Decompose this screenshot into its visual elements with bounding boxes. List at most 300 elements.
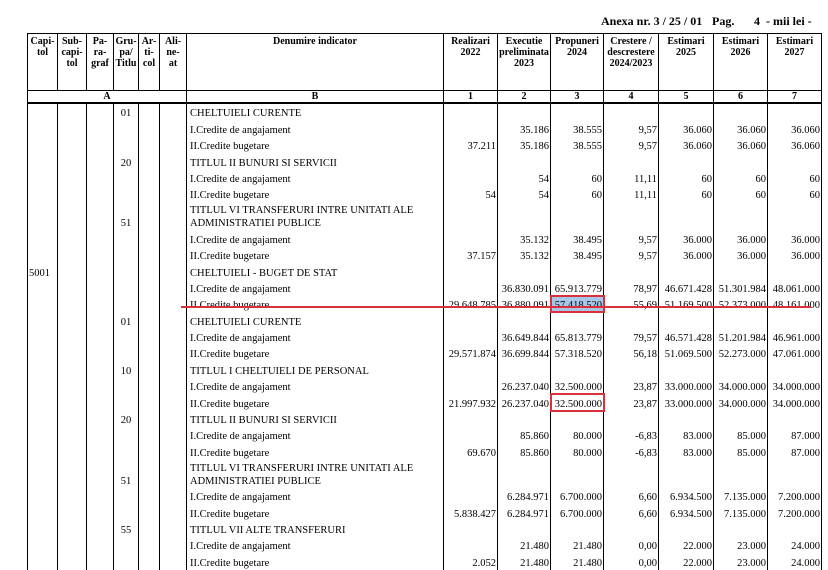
table-row	[28, 103, 822, 120]
cell-estimari-2026: 36.060	[714, 120, 768, 136]
header-paragraf: Pa- ra- graf	[87, 34, 114, 91]
cell-articol	[139, 443, 160, 459]
cell-executie-2023	[498, 263, 551, 279]
cell-capitol	[28, 186, 58, 202]
cell-grupa: 01	[114, 103, 139, 120]
header-crestere: Crestere / descrestere 2024/2023	[604, 34, 659, 91]
table-row	[28, 247, 822, 263]
cell-propuneri-2024: 60	[551, 170, 604, 186]
cell-subcapitol	[58, 378, 87, 394]
cell-propuneri-2024-highlighted: 57.418.520	[551, 296, 604, 312]
cell-subcapitol	[58, 345, 87, 361]
cell-capitol	[28, 312, 58, 328]
cell-paragraf	[87, 170, 114, 186]
cell-paragraf	[87, 537, 114, 553]
header-estimari-2025: Estimari 2025	[659, 34, 714, 91]
cell-executie-2023: 35.132	[498, 230, 551, 246]
cell-paragraf	[87, 103, 114, 120]
indicator-name: CHELTUIELI CURENTE	[190, 316, 302, 328]
cell-realizari-2022: 69.670	[444, 443, 498, 459]
table-row	[28, 137, 822, 153]
cell-subcapitol	[58, 460, 87, 488]
cell-subcapitol	[58, 170, 87, 186]
column-header-row	[28, 34, 822, 91]
cell-capitol	[28, 296, 58, 312]
cell-alineat	[160, 186, 187, 202]
table-row	[28, 263, 822, 279]
header-propuneri-2024: Propuneri 2024	[551, 34, 604, 91]
cell-grupa	[114, 296, 139, 312]
cell-crestere: 9,57	[604, 120, 659, 136]
cell-estimari-2025: 36.000	[659, 247, 714, 263]
indicator-name: I.Credite de angajament	[190, 431, 291, 443]
cell-paragraf	[87, 488, 114, 504]
cell-subcapitol	[58, 280, 87, 296]
cell-capitol	[28, 504, 58, 520]
cell-crestere	[604, 460, 659, 488]
table-row	[28, 202, 822, 230]
cell-executie-2023: 35.186	[498, 120, 551, 136]
cell-subcapitol	[58, 443, 87, 459]
cell-estimari-2027	[768, 202, 822, 230]
cell-articol	[139, 230, 160, 246]
cell-estimari-2026: 36.060	[714, 137, 768, 153]
table-row	[28, 394, 822, 410]
cell-executie-2023: 36.880.091	[498, 296, 551, 312]
cell-capitol	[28, 280, 58, 296]
cell-propuneri-2024: 38.495	[551, 230, 604, 246]
cell-articol	[139, 280, 160, 296]
cell-estimari-2026: 7.135.000	[714, 488, 768, 504]
cell-alineat	[160, 312, 187, 328]
cell-denumire	[187, 263, 444, 279]
header-estimari-2026: Estimari 2026	[714, 34, 768, 91]
cell-articol	[139, 345, 160, 361]
cell-realizari-2022	[444, 521, 498, 537]
indicator-name: II.Credite bugetare	[190, 447, 270, 459]
cell-alineat	[160, 230, 187, 246]
index-2: 2	[498, 91, 551, 104]
cell-estimari-2026: 36.000	[714, 230, 768, 246]
table-row	[28, 504, 822, 520]
cell-realizari-2022	[444, 312, 498, 328]
cell-realizari-2022: 2.052	[444, 553, 498, 569]
header-executie-2023: Executie preliminata 2023	[498, 34, 551, 91]
unit-label: - mii lei -	[766, 14, 812, 28]
cell-capitol	[28, 378, 58, 394]
indicator-name: II.Credite bugetare	[190, 349, 270, 361]
cell-alineat	[160, 361, 187, 377]
cell-subcapitol	[58, 186, 87, 202]
cell-estimari-2026: 34.000.000	[714, 394, 768, 410]
cell-crestere: 55,69	[604, 296, 659, 312]
header-alineat: Ali- ne- at	[160, 34, 187, 91]
cell-propuneri-2024: 65.813.779	[551, 329, 604, 345]
separator-highlight-line	[181, 306, 811, 308]
cell-subcapitol	[58, 137, 87, 153]
page-label: Pag.	[712, 14, 735, 28]
index-7: 7	[768, 91, 822, 104]
cell-grupa	[114, 553, 139, 569]
cell-articol	[139, 263, 160, 279]
cell-executie-2023: 36.649.844	[498, 329, 551, 345]
cell-estimari-2025: 22.000	[659, 537, 714, 553]
cell-paragraf	[87, 137, 114, 153]
index-b: B	[187, 91, 444, 104]
cell-capitol	[28, 460, 58, 488]
cell-estimari-2025	[659, 460, 714, 488]
indicator-name: TITLUL II BUNURI SI SERVICII	[190, 415, 337, 427]
cell-denumire	[187, 378, 444, 394]
cell-articol	[139, 553, 160, 569]
indicator-name: II.Credite bugetare	[190, 190, 270, 202]
cell-crestere: 56,18	[604, 345, 659, 361]
cell-paragraf	[87, 345, 114, 361]
cell-propuneri-2024	[551, 312, 604, 328]
cell-estimari-2027	[768, 312, 822, 328]
cell-realizari-2022	[444, 103, 498, 120]
cell-capitol	[28, 361, 58, 377]
cell-executie-2023: 21.480	[498, 553, 551, 569]
cell-executie-2023	[498, 153, 551, 169]
table-row	[28, 537, 822, 553]
cell-denumire	[187, 537, 444, 553]
cell-paragraf	[87, 202, 114, 230]
indicator-name: TITLUL VI TRANSFERURI INTRE UNITATI ALE ADMINISTRATIEI PUBLICE	[190, 462, 414, 487]
header-subcapitol: Sub- capi- tol	[58, 34, 87, 91]
cell-crestere: 9,57	[604, 230, 659, 246]
cell-estimari-2026	[714, 411, 768, 427]
cell-realizari-2022	[444, 120, 498, 136]
table-row	[28, 329, 822, 345]
cell-grupa	[114, 170, 139, 186]
cell-grupa: 20	[114, 153, 139, 169]
cell-subcapitol	[58, 488, 87, 504]
cell-subcapitol	[58, 361, 87, 377]
cell-articol	[139, 247, 160, 263]
cell-subcapitol	[58, 120, 87, 136]
cell-estimari-2026: 60	[714, 186, 768, 202]
page-number: 4	[754, 14, 760, 28]
cell-estimari-2027: 24.000	[768, 553, 822, 569]
index-4: 4	[604, 91, 659, 104]
indicator-name: TITLUL II BUNURI SI SERVICII	[190, 157, 337, 169]
cell-realizari-2022	[444, 411, 498, 427]
cell-estimari-2025	[659, 263, 714, 279]
cell-grupa	[114, 378, 139, 394]
cell-articol	[139, 521, 160, 537]
cell-paragraf	[87, 460, 114, 488]
cell-crestere: 11,11	[604, 186, 659, 202]
cell-alineat	[160, 345, 187, 361]
indicator-name: II.Credite bugetare	[190, 251, 270, 263]
cell-executie-2023: 36.830.091	[498, 280, 551, 296]
cell-capitol	[28, 170, 58, 186]
cell-estimari-2027	[768, 460, 822, 488]
cell-crestere: -6,83	[604, 443, 659, 459]
cell-alineat	[160, 263, 187, 279]
cell-crestere: 79,57	[604, 329, 659, 345]
cell-denumire	[187, 247, 444, 263]
cell-estimari-2027: 24.000	[768, 537, 822, 553]
cell-estimari-2027: 36.060	[768, 137, 822, 153]
cell-crestere: 78,97	[604, 280, 659, 296]
cell-realizari-2022	[444, 230, 498, 246]
annex-number: Anexa nr. 3 / 25 / 01	[601, 14, 703, 28]
indicator-name: II.Credite bugetare	[190, 398, 270, 410]
cell-estimari-2025: 46.671.428	[659, 280, 714, 296]
cell-realizari-2022	[444, 202, 498, 230]
cell-alineat	[160, 427, 187, 443]
cell-estimari-2025	[659, 411, 714, 427]
indicator-name: I.Credite de angajament	[190, 541, 291, 553]
cell-grupa: 51	[114, 460, 139, 488]
cell-alineat	[160, 103, 187, 120]
cell-realizari-2022: 37.157	[444, 247, 498, 263]
table-row	[28, 312, 822, 328]
cell-estimari-2025	[659, 202, 714, 230]
cell-estimari-2025: 83.000	[659, 427, 714, 443]
cell-alineat	[160, 247, 187, 263]
cell-denumire	[187, 153, 444, 169]
cell-subcapitol	[58, 411, 87, 427]
cell-alineat	[160, 460, 187, 488]
indicator-name: II.Credite bugetare	[190, 141, 270, 153]
cell-realizari-2022	[444, 153, 498, 169]
cell-capitol	[28, 537, 58, 553]
cell-alineat	[160, 394, 187, 410]
cell-alineat	[160, 504, 187, 520]
cell-subcapitol	[58, 230, 87, 246]
cell-denumire	[187, 296, 444, 312]
cell-estimari-2026	[714, 153, 768, 169]
cell-propuneri-2024: 6.700.000	[551, 488, 604, 504]
cell-estimari-2026: 60	[714, 170, 768, 186]
indicator-name: I.Credite de angajament	[190, 333, 291, 345]
cell-paragraf	[87, 153, 114, 169]
cell-executie-2023: 85.860	[498, 443, 551, 459]
cell-articol	[139, 329, 160, 345]
cell-estimari-2026	[714, 312, 768, 328]
cell-propuneri-2024: 80.000	[551, 443, 604, 459]
table-row	[28, 361, 822, 377]
cell-estimari-2027	[768, 103, 822, 120]
cell-propuneri-2024-highlighted: 32.500.000	[551, 394, 604, 410]
cell-subcapitol	[58, 247, 87, 263]
cell-estimari-2025: 6.934.500	[659, 488, 714, 504]
annex-header	[0, 14, 828, 32]
cell-estimari-2027: 36.000	[768, 230, 822, 246]
cell-executie-2023	[498, 411, 551, 427]
cell-estimari-2027: 60	[768, 186, 822, 202]
cell-paragraf	[87, 521, 114, 537]
cell-propuneri-2024	[551, 411, 604, 427]
cell-crestere	[604, 521, 659, 537]
cell-realizari-2022: 5.838.427	[444, 504, 498, 520]
table-row	[28, 427, 822, 443]
cell-crestere: 23,87	[604, 394, 659, 410]
table-row	[28, 345, 822, 361]
cell-propuneri-2024: 57.318.520	[551, 345, 604, 361]
cell-capitol	[28, 247, 58, 263]
cell-grupa	[114, 186, 139, 202]
indicator-name: CHELTUIELI CURENTE	[190, 108, 302, 120]
cell-estimari-2025: 6.934.500	[659, 504, 714, 520]
cell-crestere: 6,60	[604, 504, 659, 520]
cell-propuneri-2024	[551, 103, 604, 120]
cell-articol	[139, 361, 160, 377]
header-realizari-2022: Realizari 2022	[444, 34, 498, 91]
table-row	[28, 521, 822, 537]
cell-propuneri-2024: 21.480	[551, 553, 604, 569]
table-row	[28, 553, 822, 569]
cell-grupa	[114, 427, 139, 443]
cell-denumire	[187, 137, 444, 153]
cell-alineat	[160, 521, 187, 537]
cell-denumire	[187, 186, 444, 202]
cell-crestere	[604, 361, 659, 377]
cell-estimari-2027: 7.200.000	[768, 504, 822, 520]
cell-alineat	[160, 378, 187, 394]
indicator-name: I.Credite de angajament	[190, 283, 291, 295]
cell-paragraf	[87, 553, 114, 569]
cell-estimari-2027: 87.000	[768, 443, 822, 459]
cell-paragraf	[87, 186, 114, 202]
cell-capitol	[28, 120, 58, 136]
cell-estimari-2027: 47.061.000	[768, 345, 822, 361]
cell-articol	[139, 312, 160, 328]
cell-alineat	[160, 296, 187, 312]
cell-realizari-2022: 37.211	[444, 137, 498, 153]
cell-estimari-2025: 36.060	[659, 137, 714, 153]
cell-denumire	[187, 521, 444, 537]
cell-estimari-2027: 48.061.000	[768, 280, 822, 296]
cell-crestere	[604, 263, 659, 279]
cell-grupa	[114, 280, 139, 296]
cell-alineat	[160, 329, 187, 345]
cell-articol	[139, 378, 160, 394]
cell-estimari-2027: 48.161.000	[768, 296, 822, 312]
cell-paragraf	[87, 427, 114, 443]
cell-subcapitol	[58, 394, 87, 410]
cell-denumire	[187, 312, 444, 328]
cell-capitol	[28, 411, 58, 427]
cell-grupa	[114, 537, 139, 553]
cell-estimari-2025	[659, 103, 714, 120]
cell-realizari-2022	[444, 378, 498, 394]
cell-paragraf	[87, 443, 114, 459]
cell-propuneri-2024	[551, 202, 604, 230]
cell-propuneri-2024: 38.555	[551, 120, 604, 136]
cell-grupa: 01	[114, 312, 139, 328]
cell-denumire	[187, 443, 444, 459]
cell-subcapitol	[58, 153, 87, 169]
header-denumire: Denumire indicator	[187, 34, 444, 91]
cell-grupa	[114, 394, 139, 410]
cell-grupa: 55	[114, 521, 139, 537]
cell-estimari-2026: 51.301.984	[714, 280, 768, 296]
table-row	[28, 460, 822, 488]
cell-estimari-2026: 23.000	[714, 553, 768, 569]
cell-articol	[139, 170, 160, 186]
table-row	[28, 280, 822, 296]
cell-estimari-2027: 36.060	[768, 120, 822, 136]
cell-crestere: 9,57	[604, 247, 659, 263]
cell-grupa	[114, 329, 139, 345]
cell-propuneri-2024	[551, 263, 604, 279]
cell-paragraf	[87, 504, 114, 520]
cell-estimari-2026	[714, 202, 768, 230]
cell-articol	[139, 120, 160, 136]
cell-grupa	[114, 120, 139, 136]
cell-denumire	[187, 427, 444, 443]
cell-subcapitol	[58, 427, 87, 443]
cell-alineat	[160, 137, 187, 153]
cell-estimari-2025: 33.000.000	[659, 378, 714, 394]
cell-estimari-2025	[659, 312, 714, 328]
budget-table	[27, 33, 822, 570]
cell-grupa	[114, 345, 139, 361]
cell-propuneri-2024: 65.913.779	[551, 280, 604, 296]
cell-paragraf	[87, 361, 114, 377]
cell-capitol	[28, 521, 58, 537]
cell-realizari-2022	[444, 329, 498, 345]
cell-estimari-2025: 60	[659, 170, 714, 186]
cell-capitol	[28, 329, 58, 345]
cell-grupa: 20	[114, 411, 139, 427]
cell-capitol	[28, 394, 58, 410]
cell-estimari-2025: 60	[659, 186, 714, 202]
cell-estimari-2025: 46.571.428	[659, 329, 714, 345]
cell-crestere: 0,00	[604, 553, 659, 569]
header-articol: Ar- ti- col	[139, 34, 160, 91]
header-capitol: Capi- tol	[28, 34, 58, 91]
index-5: 5	[659, 91, 714, 104]
cell-alineat	[160, 202, 187, 230]
cell-executie-2023	[498, 521, 551, 537]
cell-capitol: 5001	[28, 263, 58, 279]
cell-paragraf	[87, 394, 114, 410]
cell-denumire	[187, 202, 444, 230]
cell-estimari-2026: 34.000.000	[714, 378, 768, 394]
cell-estimari-2025	[659, 361, 714, 377]
cell-realizari-2022	[444, 427, 498, 443]
cell-grupa	[114, 230, 139, 246]
cell-estimari-2025: 51.069.500	[659, 345, 714, 361]
cell-paragraf	[87, 411, 114, 427]
cell-crestere	[604, 103, 659, 120]
cell-estimari-2027	[768, 263, 822, 279]
cell-executie-2023	[498, 202, 551, 230]
cell-propuneri-2024: 38.555	[551, 137, 604, 153]
cell-crestere: 9,57	[604, 137, 659, 153]
cell-estimari-2025: 83.000	[659, 443, 714, 459]
indicator-name: II.Credite bugetare	[190, 300, 270, 312]
table-row	[28, 296, 822, 312]
cell-estimari-2026: 52.373.000	[714, 296, 768, 312]
cell-paragraf	[87, 120, 114, 136]
cell-capitol	[28, 553, 58, 569]
cell-executie-2023	[498, 361, 551, 377]
cell-realizari-2022	[444, 537, 498, 553]
cell-paragraf	[87, 296, 114, 312]
cell-estimari-2027	[768, 521, 822, 537]
cell-articol	[139, 153, 160, 169]
cell-estimari-2026: 23.000	[714, 537, 768, 553]
table-row	[28, 230, 822, 246]
indicator-name: TITLUL VII ALTE TRANSFERURI	[190, 524, 346, 536]
cell-propuneri-2024: 6.700.000	[551, 504, 604, 520]
